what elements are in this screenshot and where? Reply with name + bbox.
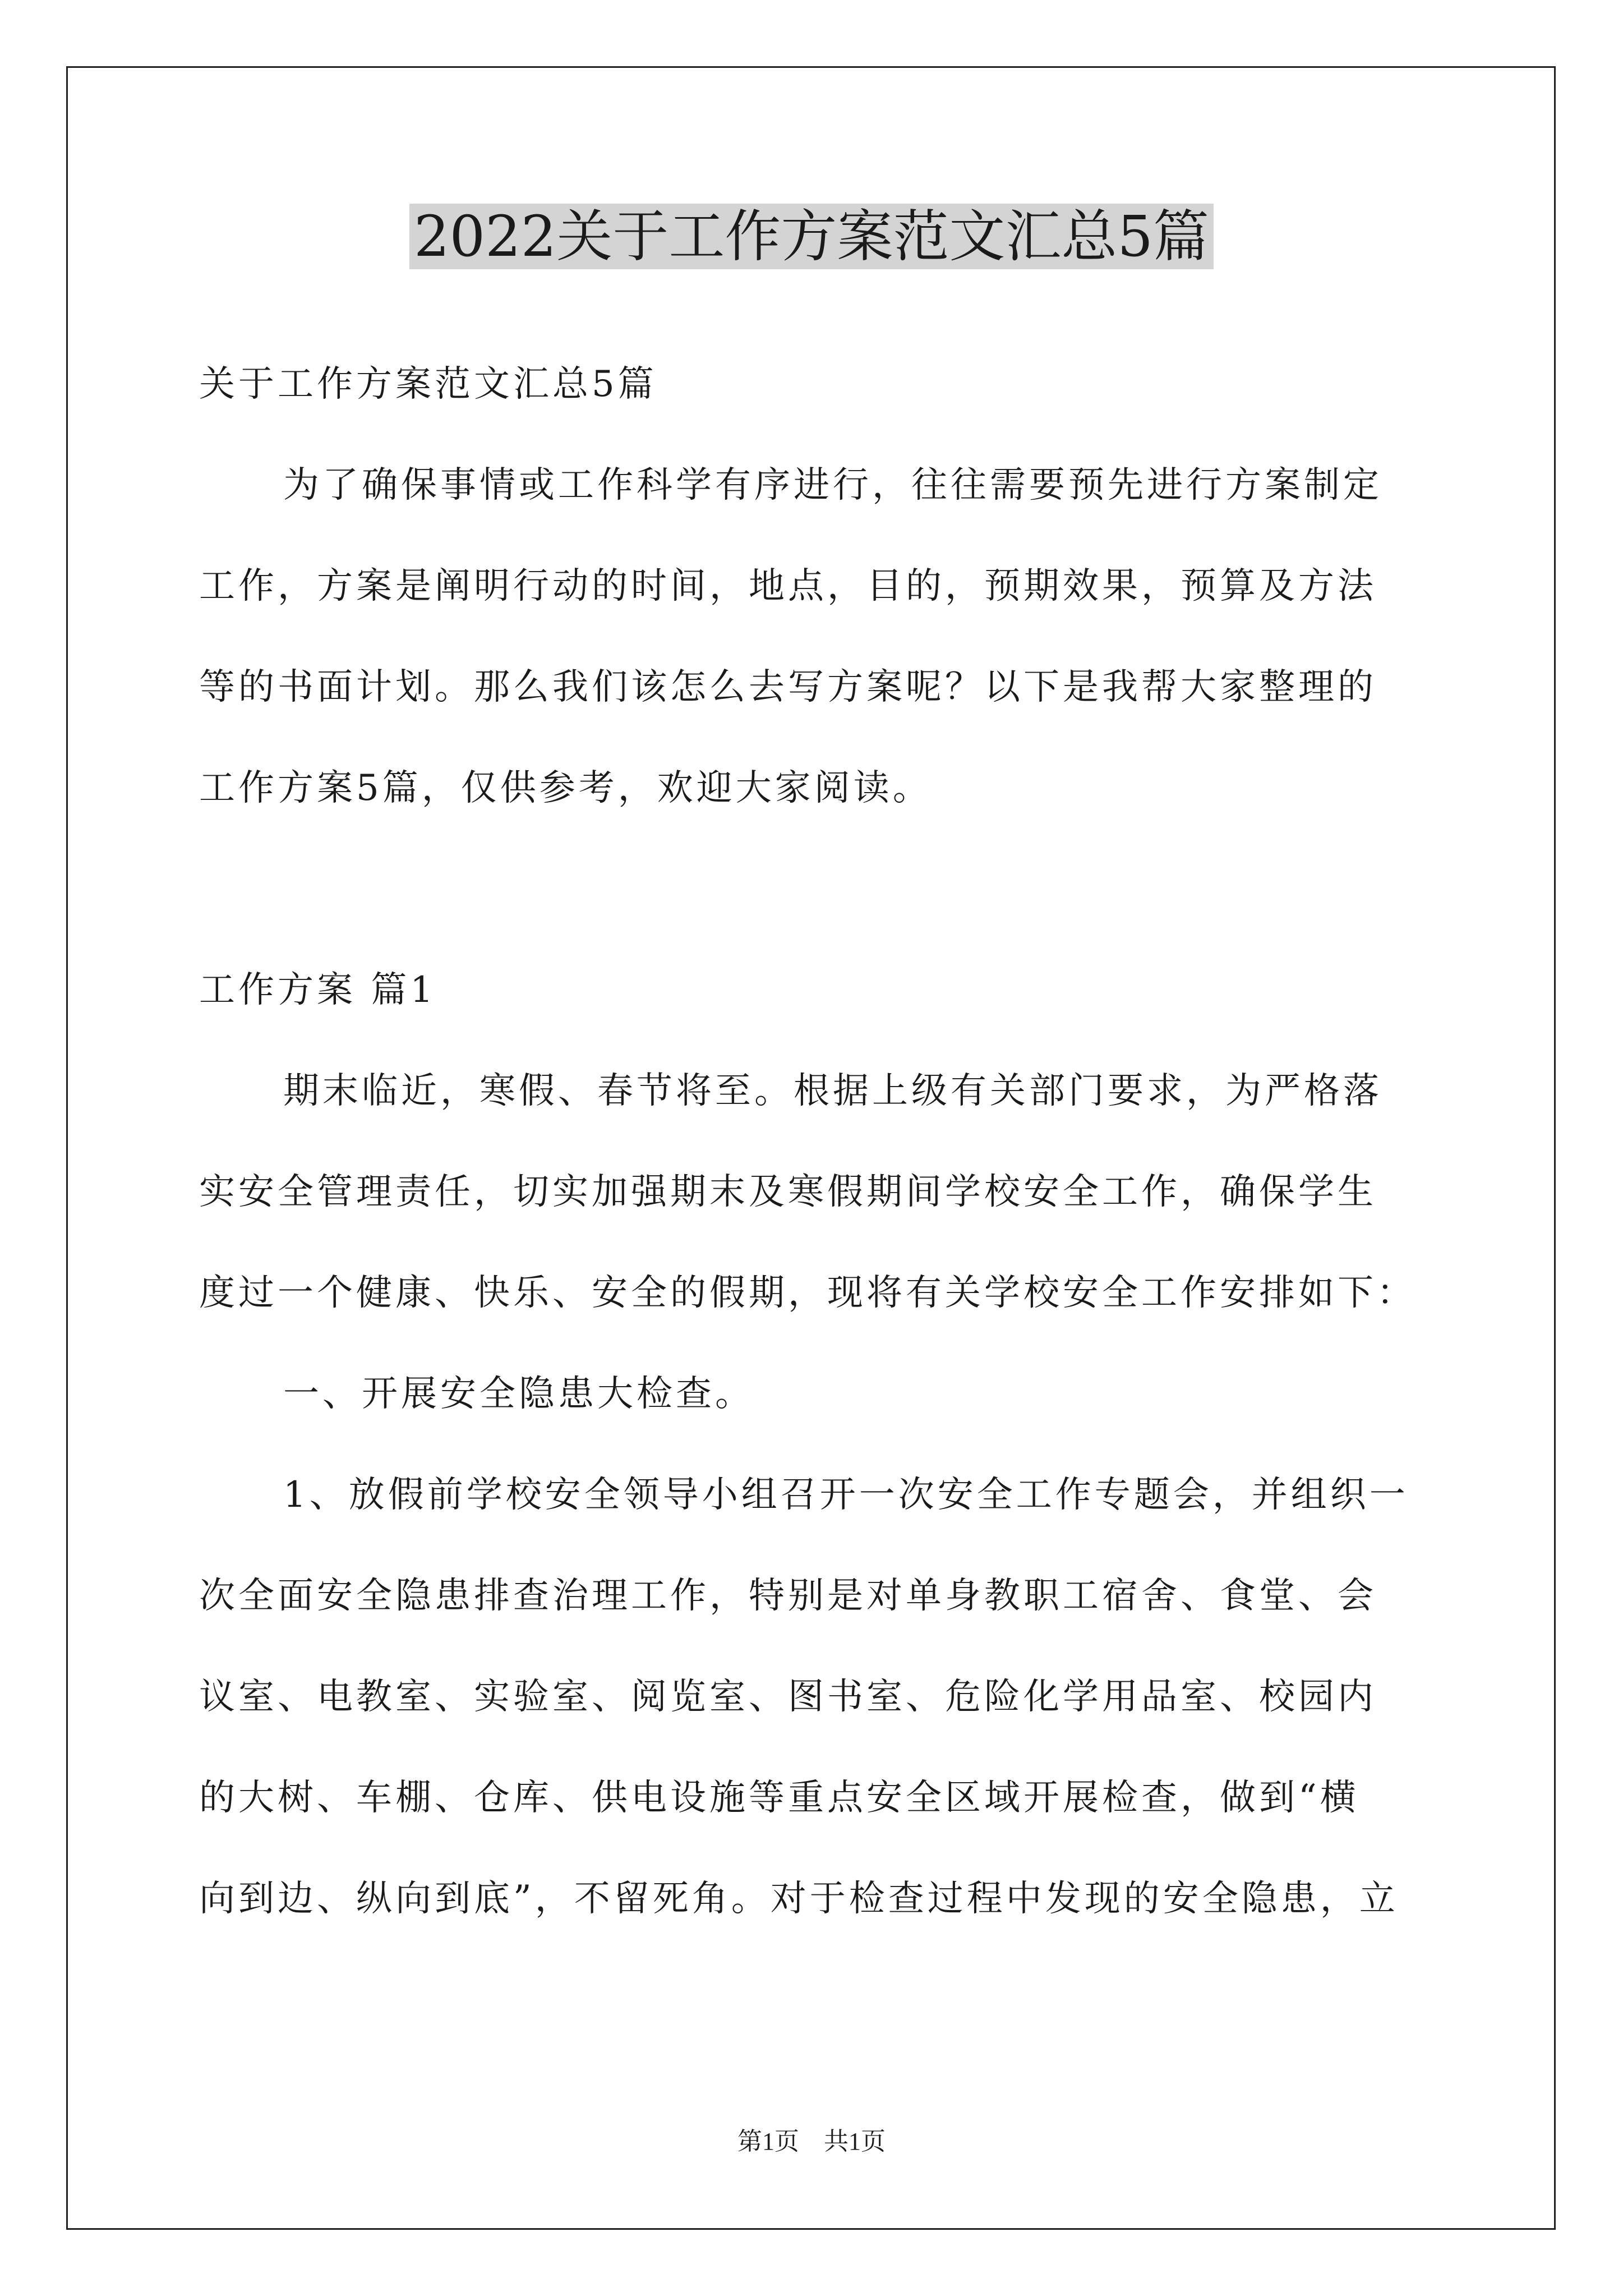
item-line: 向到边、纵向到底”，不留死角。对于检查过程中发现的安全隐患，立 bbox=[199, 1878, 1399, 1920]
point-heading: 一、开展安全隐患大检查。 bbox=[283, 1373, 754, 1415]
intro-line: 工作方案5篇，仅供参考，欢迎大家阅读。 bbox=[199, 767, 932, 809]
paragraph-line: 度过一个健康、快乐、安全的假期，现将有关学校安全工作安排如下： bbox=[199, 1272, 1416, 1314]
paragraph-line: 期末临近，寒假、春节将至。根据上级有关部门要求，为严格落 bbox=[283, 1070, 1382, 1112]
intro-line: 为了确保事情或工作科学有序进行，往往需要预先进行方案制定 bbox=[283, 464, 1382, 506]
document-title bbox=[0, 197, 1623, 276]
intro-line: 等的书面计划。那么我们该怎么去写方案呢？以下是我帮大家整理的 bbox=[199, 666, 1377, 708]
paragraph-line: 实安全管理责任，切实加强期末及寒假期间学校安全工作，确保学生 bbox=[199, 1171, 1377, 1213]
item-line: 议室、电教室、实验室、阅览室、图书室、危险化学用品室、校园内 bbox=[199, 1676, 1377, 1718]
item-line: 1、放假前学校安全领导小组召开一次安全工作专题会，并组织一 bbox=[283, 1474, 1409, 1516]
item-line: 的大树、车棚、仓库、供电设施等重点安全区域开展检查，做到“横 bbox=[199, 1777, 1359, 1819]
document-title-text: 2022关于工作方案范文汇总5篇 bbox=[409, 204, 1214, 269]
intro-line: 工作，方案是阐明行动的时间，地点，目的，预期效果，预算及方法 bbox=[199, 565, 1377, 607]
item-line: 次全面安全隐患排查治理工作，特别是对单身教职工宿舍、食堂、会 bbox=[199, 1575, 1377, 1617]
document-subtitle: 关于工作方案范文汇总5篇 bbox=[199, 364, 657, 405]
section-heading: 工作方案 篇1 bbox=[199, 969, 437, 1011]
page-number-footer: 第1页 共1页 bbox=[737, 2128, 886, 2155]
